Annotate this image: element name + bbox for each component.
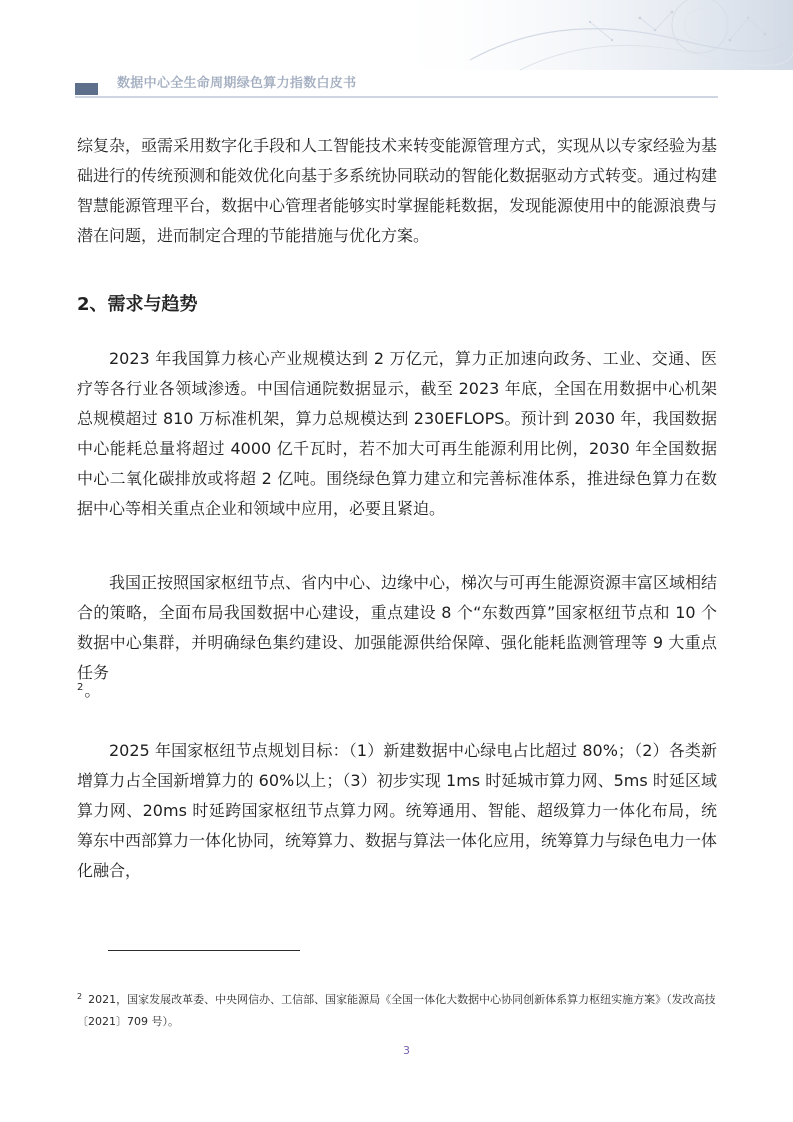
- paragraph-intro-continuation: 综复杂，亟需采用数字化手段和人工智能技术来转变能源管理方式，实现从以专家经验为基础进行的传统预测和能效优化向基于多系统协同联动的智能化数据驱动方式转变。通过构建智慧能源管理平台，数据中心管理者能够实时掌握能耗数据，发现能源使用中的能源浪费与潜在问题，进而制定合理的节能措施与优化方案。: [77, 136, 718, 245]
- page-number: 3: [403, 1044, 410, 1057]
- header-accent-block: [75, 83, 98, 95]
- section-heading-demand-trends: 2、需求与趋势: [77, 294, 198, 315]
- header-divider: [75, 96, 718, 98]
- paragraph-hub-strategy-end: 。: [84, 681, 101, 700]
- footnote-reference-marker[interactable]: 2: [77, 682, 84, 693]
- paragraph-industry-scale: 2023 年我国算力核心产业规模达到 2 万亿元，算力正加速向政务、工业、交通、医疗等各行业各领域渗透。中国信通院数据显示，截至 2023 年底，全国在用数据中心机架总规模超过 810 万标准机架，算力总规模达到 230EFLOPS。预计到 2030 年，我国数据中心能耗总量将超过 4000 亿千瓦时，若不加大可再生能源利用比例，2030 年全国数据中心二氧化碳排放或将超 2 亿吨。围绕绿色算力建立和完善标准体系，推进绿色算力在数据中心等相关重点企业和领域中应用，必要且紧迫。: [77, 349, 717, 518]
- paragraph-hub-strategy: 我国正按照国家枢纽节点、省内中心、边缘中心，梯次与可再生能源资源丰富区域相结合的策略，全面布局我国数据中心建设，重点建设 8 个“东数西算”国家枢纽节点和 10 个数据中心集群，并明确绿色集约建设、加强能源供给保障、强化能耗监测管理等 9 大重点任务: [77, 573, 718, 682]
- paragraph-2025-targets: 2025 年国家枢纽节点规划目标：（1）新建数据中心绿电占比超过 80%；（2）各类新增算力占全国新增算力的 60%以上；（3）初步实现 1ms 时延城市算力网、5ms 时延区域算力网、20ms 时延跨国家枢纽节点算力网。统筹通用、智能、超级算力一体化布局，统筹东中西部算力一体化协同，统筹算力、数据与算法一体化应用，统筹算力与绿色电力一体化融合，: [77, 741, 718, 880]
- footnote-marker: 2: [77, 992, 83, 1001]
- header-decoration: [0, 0, 793, 110]
- footnote-divider: [108, 950, 300, 951]
- footnote-text: 2021，国家发展改革委、中央网信办、工信部、国家能源局《全国一体化大数据中心协同创新体系算力枢纽实施方案》（发改高技〔2021〕709 号）。: [77, 993, 716, 1028]
- footnote: [77, 986, 717, 1033]
- running-header-title: 数据中心全生命周期绿色算力指数白皮书: [117, 76, 357, 91]
- footnote-reference-line: [77, 677, 100, 702]
